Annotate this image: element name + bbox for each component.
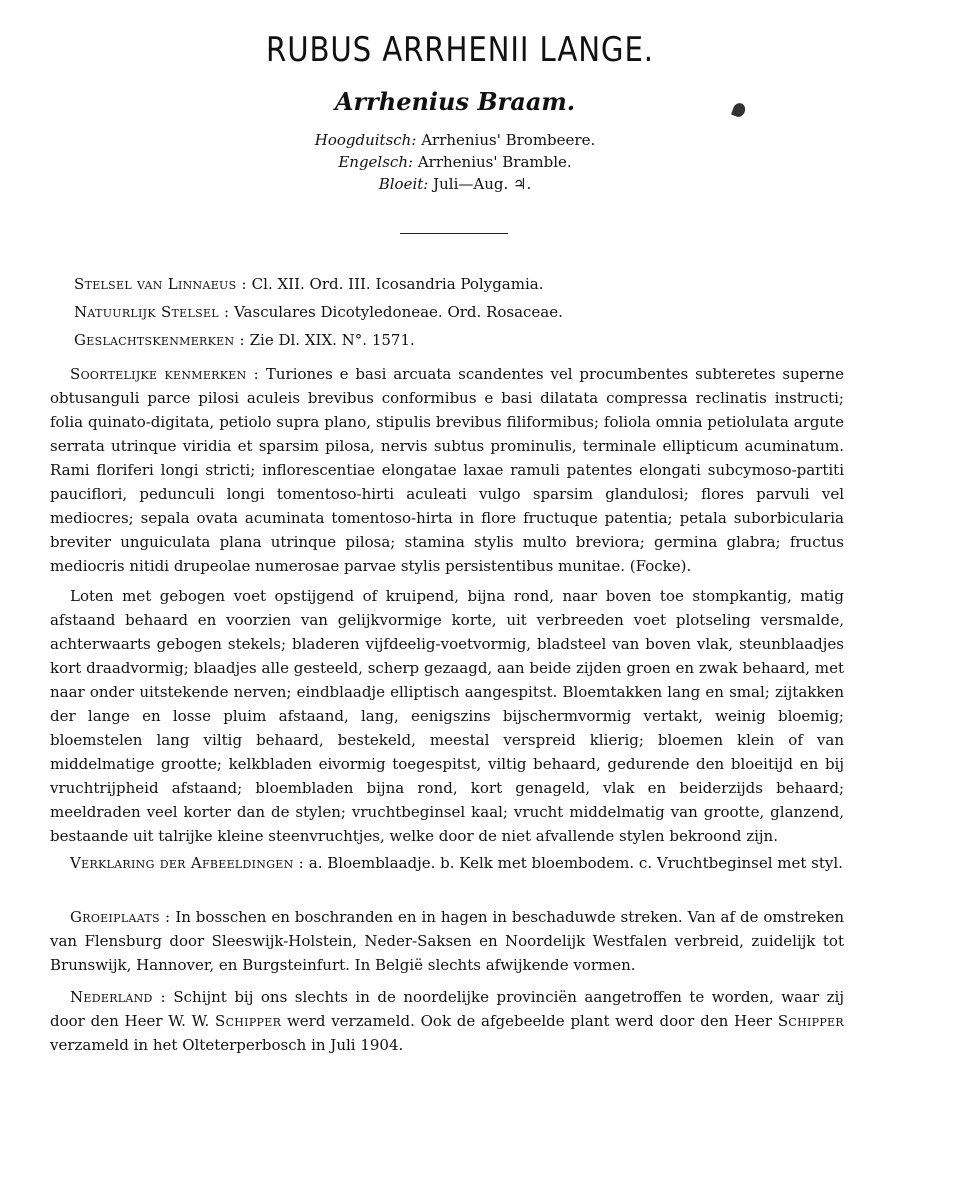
genus-row (74, 331, 415, 349)
habitat-section (50, 905, 844, 977)
dutch-description-text: Loten met gebogen voet opstijgend of kruipend, bijna rond, naar boven toe stompkantig, matig afstaand behaard en voorzien van gelijkvormige korte, uit verbreeden voet plotseling versmalde, achterwaarts gebogen stekels; bladeren vijfdeelig-voetvormig, bladsteel van boven vlak, steunblaadjes kort draadvormig; blaadjes alle gesteeld, scherp gezaagd, aan beide zijden groen en zwak behaard, met naar onder uitstekende nerven; eindblaadje elliptisch aangespitst. Bloemtakken lang en smal; zijtakken der lange en losse pluim afstaand, lang, eenigszins bijschermvormig vertakt, weinig bloemig; bloemstelen lang viltig behaard, bestekeld, meestal verspreid klierig; bloemen klein of van middelmatige grootte; kelkbladen eivormig toegespitst, viltig behaard, gedurende den bloeitijd en bij vruchtrijpheid afstaand; bloembladen bijna rond, kort genageld, vlak en beiderzijds behaard; meeldraden veel korter dan de stylen; vruchtbeginsel kaal; vrucht middelmatig van grootte, glanzend, bestaande uit talrijke kleine steenvruchtjes, welke door de niet afvallende stylen bekroond zijn. (50, 587, 844, 845)
figure-explanation-label: Verklaring der Afbeeldingen : (70, 854, 304, 872)
netherlands-section (50, 985, 844, 1057)
dutch-description (50, 584, 844, 848)
latin-description-label: Soortelijke kenmerken : (70, 365, 260, 383)
linnaeus-value: Cl. XII. Ord. III. Icosandria Polygamia. (251, 275, 544, 293)
german-name-value: Arrhenius' Brombeere. (421, 131, 596, 149)
linnaeus-row (74, 275, 543, 293)
netherlands-text-3: verzameld in het Olteterperbosch in Juli 1904. (50, 1036, 404, 1054)
habitat-text: In bosschen en boschranden en in hagen in beschaduwde streken. Van af de omstreken van Flensburg door Sleeswijk-Holstein, Neder-Saksen en Noordelijk Westfalen verbreid, zuidelijk tot Brunswijk, Hannover, en Burgsteinfurt. In België slechts afwijkende vormen. (50, 908, 844, 974)
english-name-value: Arrhenius' Bramble. (417, 153, 572, 171)
latin-description-text: Turiones e basi arcuata scandentes vel procumbentes subteretes superne obtusanguli parce pilosi aculeis brevibus conformibus e basi dilatata compressa reclinatis instructi; folia quinato-digitata, petiolo supra plano, stipulis brevibus filiformibus; foliola omnia petiolulata argute serrata utrinque viridia et sparsim pilosa, nervis subtus prominulis, terminale ellipticum acuminatum. Rami floriferi longi stricti; inflorescentiae elongatae laxae ramuli patentes elongati subcymoso-partiti pauciflori, pedunculi longi tomentoso-hirti aculeati vulgo sparsim glandulosi; flores parvuli vel mediocres; sepala ovata acuminata tomentoso-hirta in flore fructuque patentia; petala suborbicularia breviter unguiculata plana utrinque pilosa; stamina stylis multo breviora; germina glabra; fructus mediocris nitidi drupeolae numerosae parvae stylis persistentibus munitae. (Focke). (50, 365, 844, 575)
german-name-label: Hoogduitsch: (314, 131, 417, 149)
netherlands-text-1: Schijnt bij ons slechts in de noordelijke provinciën aangetroffen te worden, waar zij door den Heer W. W. (50, 988, 844, 1030)
linnaeus-label: Stelsel van Linnaeus : (74, 275, 247, 293)
natural-system-label: Natuurlijk Stelsel : (74, 303, 230, 321)
genus-value: Zie Dl. XIX. N°. 1571. (249, 331, 415, 349)
page-subtitle: Arrhenius Braam. (334, 87, 576, 116)
natural-system-value: Vasculares Dicotyledoneae. Ord. Rosaceae. (234, 303, 563, 321)
bloom-value: Juli—Aug. ♃. (433, 175, 532, 193)
natural-system-row (74, 303, 563, 321)
english-name-row (0, 151, 910, 173)
bloom-label: Bloeit: (378, 175, 429, 193)
german-name-row (0, 129, 910, 151)
netherlands-text-2: werd verzameld. Ook de afgebeelde plant werd door den Heer (286, 1012, 773, 1030)
figure-explanation-text: a. Bloemblaadje. b. Kelk met bloembodem. c. Vruchtbeginsel met styl. (308, 854, 843, 872)
collector-name-1: Schipper (215, 1012, 282, 1030)
latin-description (50, 362, 844, 578)
divider-rule (400, 233, 508, 234)
english-name-label: Engelsch: (338, 153, 414, 171)
habitat-label: Groeiplaats : (70, 908, 171, 926)
bloom-row (0, 173, 910, 195)
genus-label: Geslachtskenmerken : (74, 331, 245, 349)
common-names (0, 129, 910, 195)
netherlands-label: Nederland : (70, 988, 166, 1006)
page-title: RUBUS ARRHENII LANGE. (266, 30, 654, 70)
collector-name-2: Schipper (777, 1012, 844, 1030)
figure-explanation (50, 851, 844, 875)
